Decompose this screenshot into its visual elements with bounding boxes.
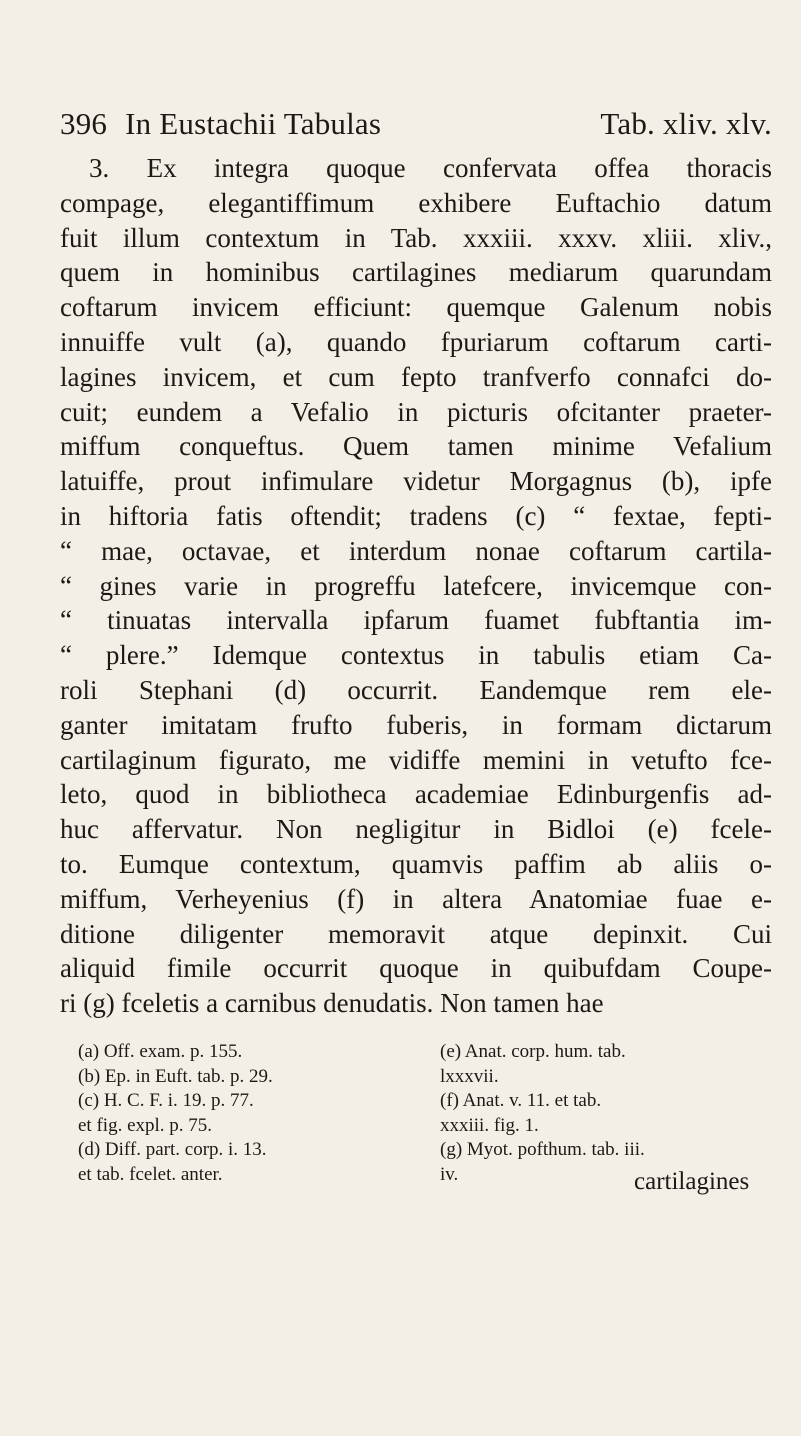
text-line: 3. Ex integra quoque confervata offea thoracis <box>89 153 772 183</box>
text-line: “ gines varie in progreffu latefcere, invicemque con- <box>60 570 772 601</box>
text-line: cartilaginum figurato, me vidiffe memini in vetufto fce- <box>60 744 772 775</box>
text-line: lagines invicem, et cum fepto tranfverfo connafci do- <box>60 361 772 392</box>
table-reference: Tab. xliv. xlv. <box>600 106 772 141</box>
text-line: miffum, Verheyenius (f) in altera Anatomiae fuae e- <box>60 883 772 914</box>
footnote-line: (f) Anat. v. 11. et tab. <box>440 1090 602 1112</box>
text-line: miffum conqueftus. Quem tamen minime Vefalium <box>60 431 772 462</box>
footnote-line: (e) Anat. corp. hum. tab. <box>440 1041 626 1062</box>
footnote-line: (g) Myot. pofthum. tab. iii. <box>440 1139 645 1161</box>
footnote-line: (a) Off. exam. p. 155. <box>78 1041 243 1062</box>
text-line: “ tinuatas intervalla ipfarum fuamet fubftantia im- <box>60 605 772 636</box>
footnote-line: xxxiii. fig. 1. <box>440 1114 539 1136</box>
text-line: aliquid fimile occurrit quoque in quibufdam Coupe- <box>60 953 772 984</box>
text-line: ri (g) fceletis a carnibus denudatis. Non tamen hae <box>60 988 604 1019</box>
running-header <box>60 101 772 147</box>
footnotes-left-column <box>78 1040 408 1188</box>
catchword: cartilagines <box>634 1168 750 1195</box>
main-text <box>60 151 772 1021</box>
footnote-line: (b) Ep. in Euft. tab. p. 29. <box>78 1065 273 1087</box>
text-line: ganter imitatam frufto fuberis, in formam dictarum <box>60 709 772 740</box>
footnote-line: lxxxvii. <box>440 1065 499 1087</box>
text-line: huc affervatur. Non negligitur in Bidloi (e) fcele- <box>60 814 772 845</box>
footnote-line: (d) Diff. part. corp. i. 13. <box>78 1139 267 1161</box>
page-number: 396 <box>60 106 108 141</box>
text-line: in hiftoria fatis oftendit; tradens (c) “ fextae, fepti- <box>60 500 772 531</box>
text-line: leto, quod in bibliotheca academiae Edinburgenfis ad- <box>60 779 772 810</box>
text-line: innuiffe vult (a), quando fpuriarum coftarum carti- <box>60 326 772 357</box>
text-line: fuit illum contextum in Tab. xxxiii. xxxv. xliii. xliv., <box>60 222 772 253</box>
text-line: quem in hominibus cartilagines mediarum quarundam <box>60 257 772 288</box>
footnote-line: et tab. fcelet. anter. <box>78 1163 223 1185</box>
text-line: latuiffe, prout infimulare videtur Morgagnus (b), ipfe <box>60 466 772 497</box>
text-line: to. Eumque contextum, quamvis paffim ab aliis o- <box>60 848 772 879</box>
footnote-line: iv. <box>440 1163 459 1185</box>
text-line: cuit; eundem a Vefalio in picturis ofcitanter praeter- <box>60 396 772 427</box>
text-line: compage, elegantiffimum exhibere Euftachio datum <box>60 187 772 218</box>
running-title: In Eustachii Tabulas <box>125 106 382 141</box>
text-line: “ plere.” Idemque contextus in tabulis etiam Ca- <box>60 640 772 671</box>
footnote-line: et fig. expl. p. 75. <box>78 1114 213 1136</box>
text-line: coftarum invicem efficiunt: quemque Galenum nobis <box>60 292 772 323</box>
text-line: roli Stephani (d) occurrit. Eandemque rem ele- <box>60 674 772 705</box>
text-line: ditione diligenter memoravit atque depinxit. Cui <box>60 918 772 949</box>
footnote-line: (c) H. C. F. i. 19. p. 77. <box>78 1090 254 1112</box>
text-line: “ mae, octavae, et interdum nonae coftarum cartila- <box>60 535 772 566</box>
